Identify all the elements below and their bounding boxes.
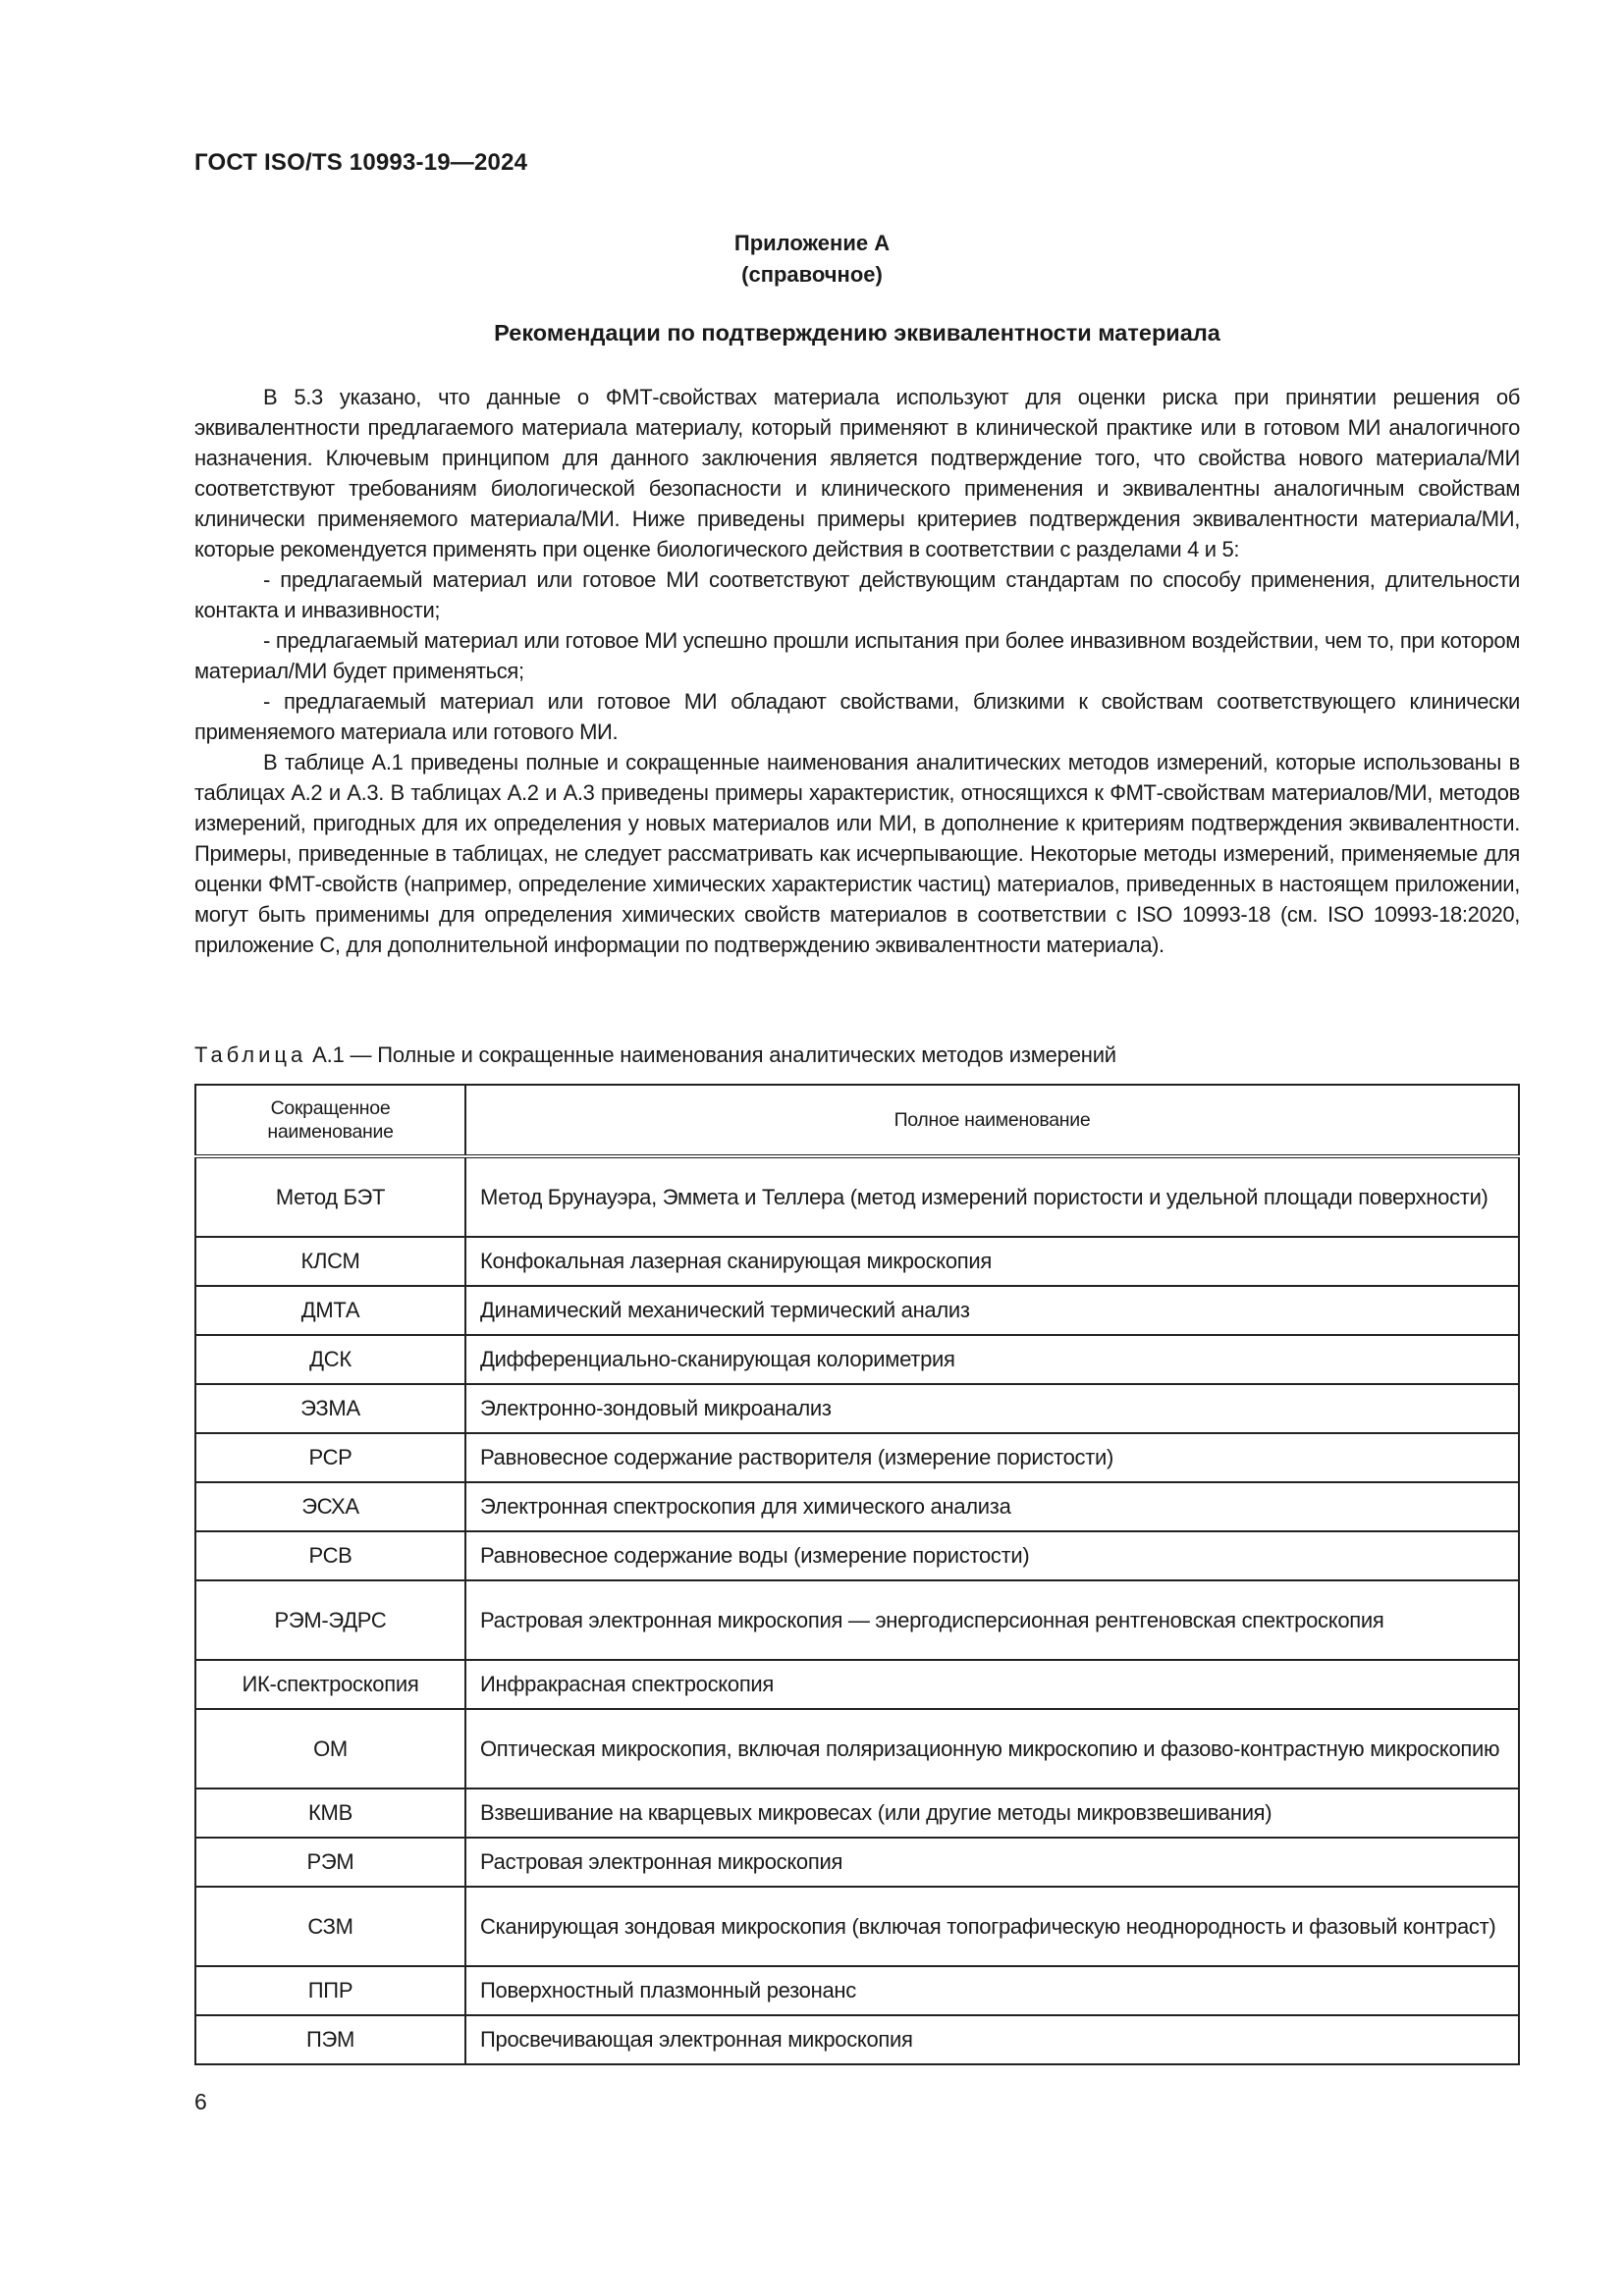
abbreviation-cell: РСР (195, 1433, 465, 1482)
full-name-cell: Растровая электронная микроскопия (465, 1838, 1519, 1887)
abbreviation-cell: РСВ (195, 1531, 465, 1580)
abbreviation-cell: ППР (195, 1966, 465, 2015)
abbreviation-cell: КЛСМ (195, 1237, 465, 1286)
column-header-abbreviation: Сокращенное наименование (195, 1085, 465, 1156)
table-row (195, 1660, 1519, 1709)
abbreviation-cell: ПЭМ (195, 2015, 465, 2064)
full-name-cell: Инфракрасная спектроскопия (465, 1660, 1519, 1709)
table-row (195, 1482, 1519, 1531)
full-name-cell: Электронная спектроскопия для химического анализа (465, 1482, 1519, 1531)
full-name-cell: Сканирующая зондовая микроскопия (включая топографическую неоднородность и фазовый контраст) (465, 1887, 1519, 1966)
table-row (195, 1789, 1519, 1838)
table-row (195, 1966, 1519, 2015)
full-name-cell: Равновесное содержание воды (измерение пористости) (465, 1531, 1519, 1580)
full-name-cell: Равновесное содержание растворителя (измерение пористости) (465, 1433, 1519, 1482)
abbreviation-cell: КМВ (195, 1789, 465, 1838)
abbreviation-cell: РЭМ-ЭДРС (195, 1580, 465, 1660)
abbreviation-cell: ЭСХА (195, 1482, 465, 1531)
section-title: Рекомендации по подтверждению эквивалентности материала (494, 320, 1220, 346)
table-row (195, 1286, 1519, 1335)
full-name-cell: Электронно-зондовый микроанализ (465, 1384, 1519, 1433)
paragraph: В таблице А.1 приведены полные и сокращенные наименования аналитических методов измерений, которые использованы в таблицах А.2 и А.3. В таблицах А.2 и А.3 приведены примеры характеристик, относящихся к ФМТ-свойствам материалов/МИ, методов измерений, пригодных для их определения у новых материалов или МИ, в дополнение к критериям подтверждения эквивалентности. Примеры, приведенные в таблицах, не следует рассматривать как исчерпывающие. Некоторые методы измерений, применяемые для оценки ФМТ-свойств (например, определение химических характеристик частиц) материалов, приведенных в настоящем приложении, могут быть применимы для определения химических свойств материалов в соответствии с ISO 10993-18 (см. ISO 10993-18:2020, приложение С, для дополнительной информации по подтверждению эквивалентности материала). (194, 750, 1520, 957)
table-row (195, 1433, 1519, 1482)
full-name-cell: Поверхностный плазмонный резонанс (465, 1966, 1519, 2015)
table-row (195, 2015, 1519, 2064)
annex-heading (0, 228, 1624, 291)
full-name-cell: Растровая электронная микроскопия — энергодисперсионная рентгеновская спектроскопия (465, 1580, 1519, 1660)
table-row (195, 1237, 1519, 1286)
list-item: - предлагаемый материал или готовое МИ успешно прошли испытания при более инвазивном воздействии, чем то, при котором материал/МИ будет применяться; (194, 628, 1520, 683)
table-caption-text: А.1 — Полные и сокращенные наименования аналитических методов измерений (306, 1042, 1116, 1067)
table-row (195, 1887, 1519, 1966)
abbreviation-cell: ДМТА (195, 1286, 465, 1335)
body-text (194, 382, 1520, 960)
full-name-cell: Оптическая микроскопия, включая поляризационную микроскопию и фазово-контрастную микроскопию (465, 1709, 1519, 1789)
table-row (195, 1531, 1519, 1580)
full-name-cell: Взвешивание на кварцевых микровесах (или другие методы микровзвешивания) (465, 1789, 1519, 1838)
list-item: - предлагаемый материал или готовое МИ обладают свойствами, близкими к свойствам соответствующего клинически применяемого материала или готового МИ. (194, 689, 1520, 744)
full-name-cell: Динамический механический термический анализ (465, 1286, 1519, 1335)
abbreviation-cell: ДСК (195, 1335, 465, 1384)
table-header-row (195, 1085, 1519, 1156)
table-caption (194, 1042, 1116, 1068)
full-name-cell: Метод Брунауэра, Эммета и Теллера (метод измерений пористости и удельной площади поверхности) (465, 1156, 1519, 1237)
abbreviation-cell: ИК-спектроскопия (195, 1660, 465, 1709)
table-row (195, 1156, 1519, 1237)
column-header-full-name: Полное наименование (465, 1085, 1519, 1156)
list-item: - предлагаемый материал или готовое МИ соответствуют действующим стандартам по способу применения, длительности контакта и инвазивности; (194, 567, 1520, 622)
paragraph: В 5.3 указано, что данные о ФМТ-свойствах материала используют для оценки риска при принятии решения об эквивалентности предлагаемого материала материалу, который применяют в клинической практике или в готовом МИ аналогичного назначения. Ключевым принципом для данного заключения является подтверждение того, что свойства нового материала/МИ соответствуют требованиям биологической безопасности и клинического применения и эквивалентны аналогичным свойствам клинически применяемого материала/МИ. Ниже приведены примеры критериев подтверждения эквивалентности материала/МИ, которые рекомендуется применять при оценке биологического действия в соответствии с разделами 4 и 5: (194, 385, 1520, 561)
document-id-header: ГОСТ ISO/TS 10993-19—2024 (194, 149, 528, 176)
annex-type: (справочное) (741, 262, 883, 287)
full-name-cell: Дифференциально-сканирующая колориметрия (465, 1335, 1519, 1384)
table-caption-label: Таблица (194, 1042, 307, 1067)
abbreviation-cell: РЭМ (195, 1838, 465, 1887)
full-name-cell: Просвечивающая электронная микроскопия (465, 2015, 1519, 2064)
methods-table (194, 1084, 1520, 2065)
table-row (195, 1580, 1519, 1660)
table-row (195, 1838, 1519, 1887)
page-number: 6 (194, 2089, 207, 2114)
full-name-cell: Конфокальная лазерная сканирующая микроскопия (465, 1237, 1519, 1286)
abbreviation-cell: ЭЗМА (195, 1384, 465, 1433)
annex-title: Приложение А (733, 231, 891, 255)
table-row (195, 1335, 1519, 1384)
abbreviation-cell: СЗМ (195, 1887, 465, 1966)
table-row (195, 1384, 1519, 1433)
abbreviation-cell: Метод БЭТ (195, 1156, 465, 1237)
table-row (195, 1709, 1519, 1789)
abbreviation-cell: ОМ (195, 1709, 465, 1789)
